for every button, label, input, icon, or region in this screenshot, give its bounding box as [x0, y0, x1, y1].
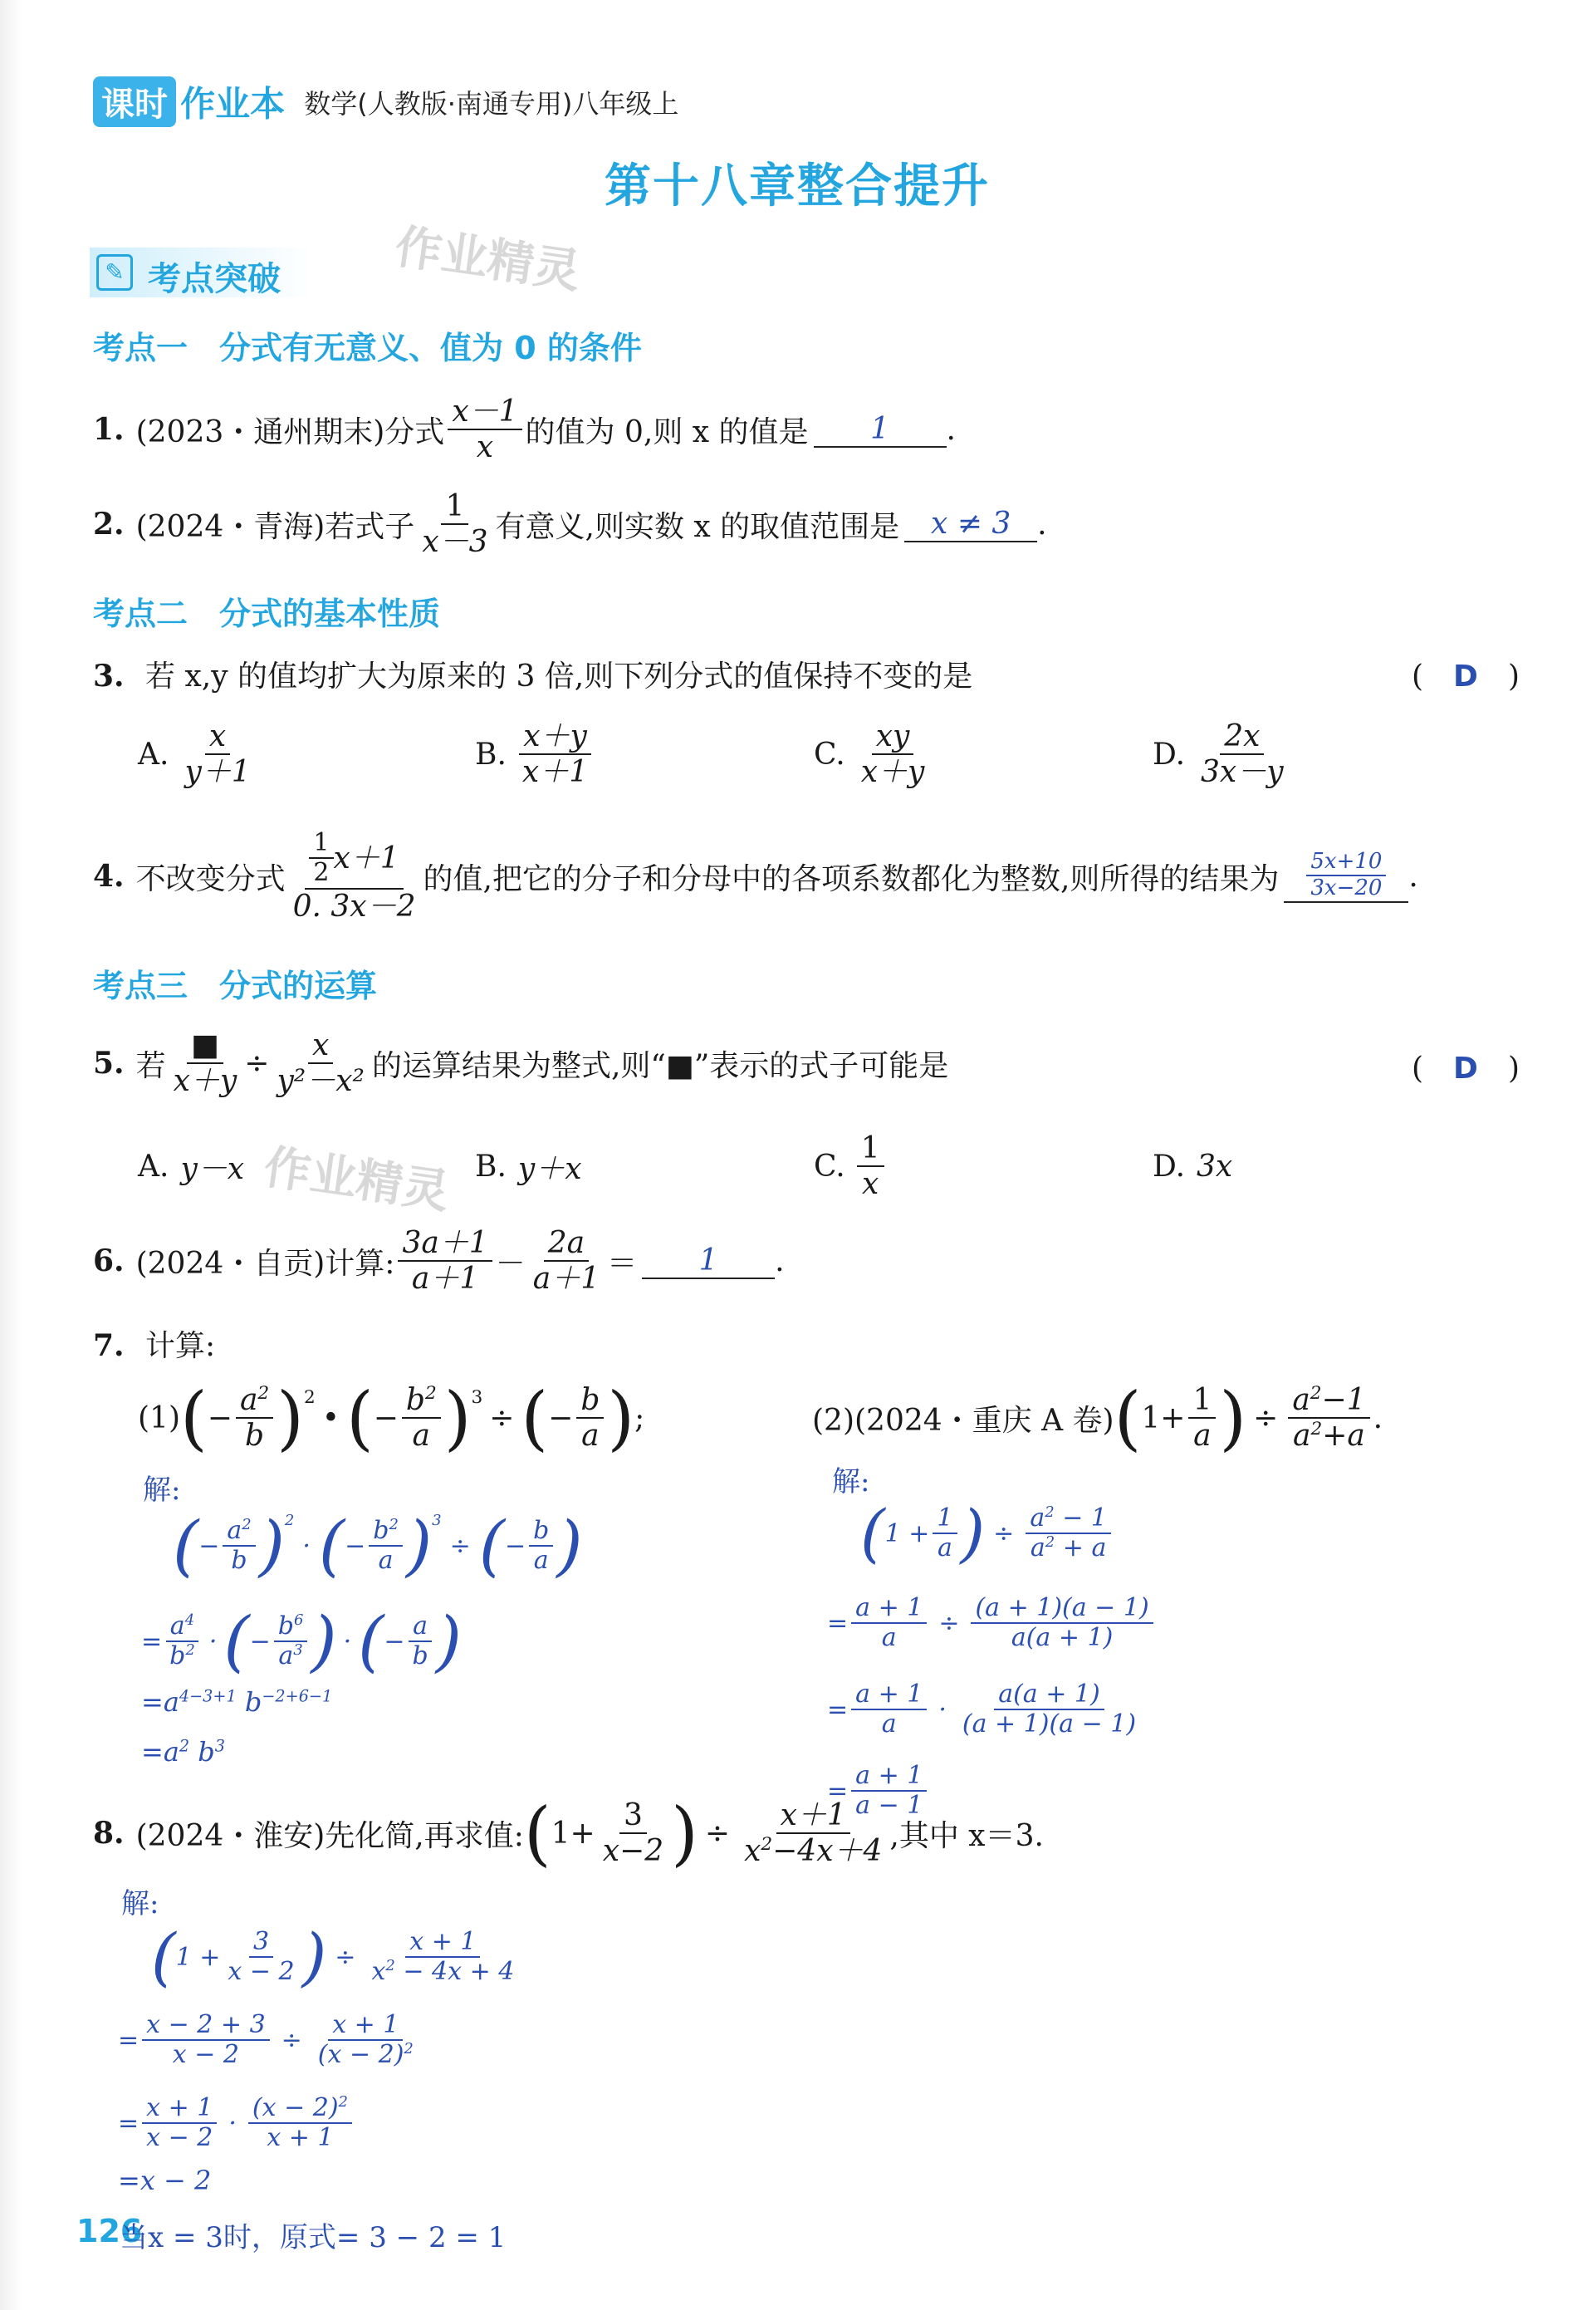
solution-step: ( 1 + 3 x − 2 ) ÷ $\frac{x + 1}{x^2 - 4x + 4}$ [151, 1920, 515, 1994]
question-text: 计算: [145, 1329, 216, 1363]
question-number: 7. [93, 1328, 125, 1363]
topic-heading: 考点二 分式的基本性质 [93, 596, 441, 632]
page-edge [0, 0, 23, 2310]
question-6: 6. (2024・自贡)计算: 3a＋1 a＋1 － 2a a＋1 ＝ 1 . [93, 1225, 785, 1296]
section-badge [90, 248, 314, 297]
topic-heading: 考点一 分式有无意义、值为 0 的条件 [93, 330, 642, 366]
answer-bracket: ( D ) [1412, 660, 1520, 694]
option-d[interactable]: D. 2x 3x－y [1153, 719, 1284, 789]
option-c[interactable]: C. 1 x [814, 1125, 888, 1208]
question-number: 1. [93, 412, 125, 447]
answer-bracket: ( D ) [1412, 1052, 1520, 1086]
edit-icon: ✎ [96, 254, 133, 291]
solution-step: = a + 1 a · a(a + 1) (a + 1)(a − 1) [827, 1679, 1137, 1739]
solution-label: 解: [143, 1474, 181, 1507]
question-number: 8. [93, 1816, 125, 1851]
question-4: 4. 不改变分式 1 2 x＋1 0. 3x－2 的值,把它的分子和分母中的各项系数都化为整数,则所得的结果为 $\frac{5x+10}{3x-20}$ . [93, 827, 1418, 924]
question-8: 8. (2024・淮安)先化简,再求值: ( 1+ 3 x−2 ) ÷ $\frac{x+1}{x^2-4x+4}$ ,其中 x＝3. [93, 1793, 1044, 1874]
final-answer: 当x = 3时，原式= 3 − 2 = 1 [120, 2221, 507, 2254]
question-2: 2. (2024・青海)若式子 1 x－3 有意义,则实数 x 的取值范围是 x ≠ 3 . [93, 488, 1047, 559]
fraction: ■ x＋y [173, 1027, 237, 1098]
fraction: 3a＋1 a＋1 [398, 1226, 492, 1297]
option-b[interactable]: B. y＋x [475, 1149, 582, 1186]
question-5: 5. 若 ■ x＋y ÷ $\frac{x}{\text{y²－x²}}$ 的运算结果为整式,则“■”表示的式子可能是 [93, 1027, 949, 1098]
watermark: 作业精灵 [260, 1140, 453, 1220]
solution-step: $=a^{4-3+1}$ $b^{-2+6-1}$ [141, 1686, 333, 1718]
solution-step: ( 1 + 1 a ) ÷ $\frac{a^2 - 1}{a^2 + a}$ [860, 1492, 1114, 1575]
q7-part2: (2)(2024・重庆 A 卷) ( 1+ 1 a ) ÷ $\frac{a^2-1}{a^2+a}$ . [812, 1377, 1383, 1459]
question-number: 2. [93, 507, 125, 542]
solution-label: 解: [121, 1887, 159, 1920]
handwritten-answer: D [1453, 1052, 1478, 1086]
answer-blank [904, 507, 1037, 542]
solution-step: = $\frac{a + 1}{a}$ ÷ $\frac{(a + 1)(a - 1)}{a(a + 1)}$ [827, 1583, 1157, 1663]
brand-name: 作业本 [180, 83, 286, 125]
page-number: 126 [76, 2213, 143, 2249]
header [93, 76, 679, 125]
solution-label: 解: [832, 1465, 870, 1498]
solution-step: ( − $a^2$ b ) $^2$ · ( − $b^2$ a ) $^3$ ÷ ( − b a ) [173, 1507, 583, 1584]
handwritten-answer: D [1453, 660, 1478, 694]
answer-blank [1284, 850, 1408, 903]
options-row [138, 714, 1383, 794]
options-row [138, 1125, 1383, 1208]
question-1: 1. (2023・通州期末)分式 x－1 x 的值为 0,则 x 的值是 1 . [93, 394, 956, 464]
solution-step: = x + 1 x − 2 · $(x - 2)^2$ x + 1 [118, 2083, 355, 2163]
book-subtitle: 数学(人教版·南通专用)八年级上 [304, 87, 679, 120]
answer-blank [642, 1243, 775, 1279]
question-text: 的运算结果为整式,则“■”表示的式子可能是 [371, 1048, 949, 1083]
fraction: 1 2 x＋1 0. 3x－2 [292, 827, 416, 924]
brand-logo: 课时 [93, 76, 176, 127]
question-number: 6. [93, 1243, 125, 1278]
topic-heading: 考点三 分式的运算 [93, 968, 378, 1004]
solution-step: $=a^2$ $b^3$ [141, 1736, 225, 1768]
question-text: 的值为 0,则 x 的值是 [525, 414, 809, 449]
option-b[interactable]: B. x＋y x＋1 [475, 714, 595, 794]
option-c[interactable]: C. xy x＋y [814, 719, 925, 789]
option-d[interactable]: D. 3x [1153, 1149, 1233, 1184]
question-number: 5. [93, 1046, 125, 1081]
chapter-title: 第十八章整合提升 [605, 159, 990, 213]
handwritten-answer: 1 [698, 1243, 718, 1278]
q7-part1: (1) ( − $a^2$ b ) $^2$ • ( − $b^2$ a ) $^3$ ÷ ( − b a ) ; [138, 1377, 645, 1459]
watermark: 作业精灵 [391, 219, 584, 300]
question-source: (2024・自贡)计算: [135, 1246, 395, 1281]
fraction: x－1 x [448, 395, 521, 465]
question-text: 有意义,则实数 x 的取值范围是 [495, 509, 900, 544]
question-number: 4. [93, 859, 125, 894]
question-number: 3. [93, 659, 125, 694]
option-a[interactable]: A. x y＋1 [138, 719, 251, 789]
solution-step: = a + 1 a − 1 [827, 1751, 930, 1831]
question-text: 若 x,y 的值均扩大为原来的 3 倍,则下列分式的值保持不变的是 [145, 660, 973, 694]
handwritten-answer: 1 [870, 411, 889, 446]
question-7 [93, 1322, 215, 1365]
answer-blank [814, 412, 947, 448]
question-text: 不改变分式 [135, 861, 286, 896]
solution-step: = $\frac{x - 2 + 3}{x - 2}$ ÷ $\frac{x + 1}{(x - 2)^2}$ [118, 2009, 414, 2069]
fraction: 2a a＋1 [532, 1225, 600, 1296]
solution-step: = $a^4$ $b^2$ · ( − $b^6$ $a^3$ ) · ( − a b ) [141, 1602, 462, 1680]
question-source: (2024・青海)若式子 [135, 509, 415, 544]
fraction: $\frac{x}{\text{y²－x²}}$ [277, 1027, 365, 1098]
fraction: 1 x－3 [422, 488, 488, 559]
option-a[interactable]: A. y－x [138, 1149, 245, 1186]
handwritten-answer: $\frac{5x+10}{3x-20}$ [1306, 850, 1386, 901]
solution-step: =x − 2 [118, 2165, 212, 2196]
question-3 [93, 653, 972, 695]
handwritten-answer: x ≠ 3 [931, 506, 1011, 541]
section-badge-label: 考点突破 [148, 260, 281, 298]
question-source: (2024・淮安)先化简,再求值: [135, 1818, 524, 1853]
question-text: 的值,把它的分子和分母中的各项系数都化为整数,则所得的结果为 [423, 861, 1280, 896]
question-source: (2023・通州期末)分式 [135, 414, 445, 449]
